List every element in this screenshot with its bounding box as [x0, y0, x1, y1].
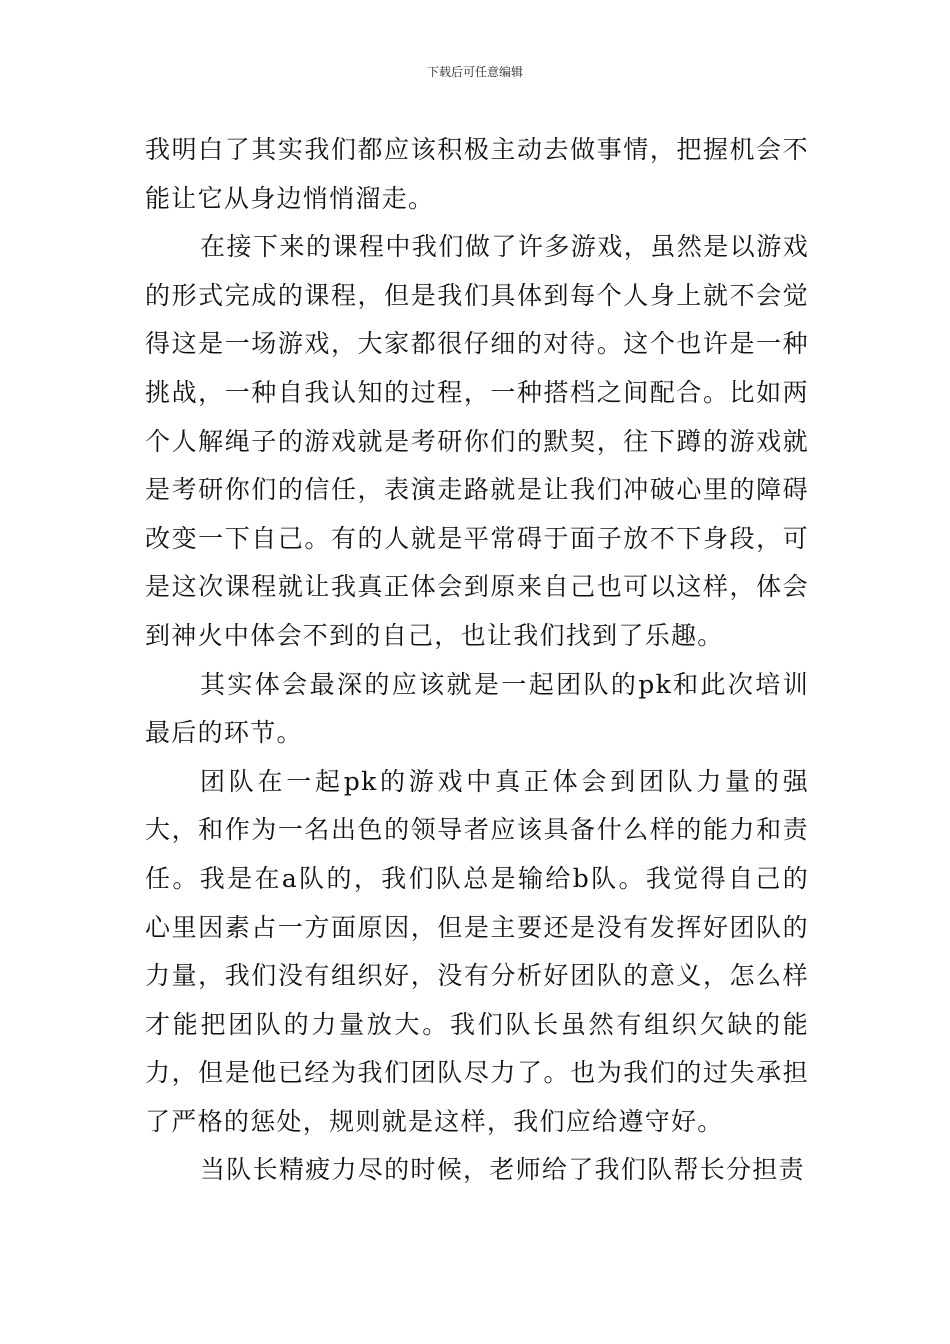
paragraph-2: 在接下来的课程中我们做了许多游戏，虽然是以游戏的形式完成的课程，但是我们具体到每个人身上就不会觉得这是一场游戏，大家都很仔细的对待。这个也许是一种挑战，一种自我认知的过程，一种搭档之间配合。比如两个人解绳子的游戏就是考研你们的默契，往下蹲的游戏就是考研你们的信任，表演走路就是让我们冲破心里的障碍改变一下自己。有的人就是平常碍于面子放不下身段，可是这次课程就让我真正体会到原来自己也可以这样，体会到神火中体会不到的自己，也让我们找到了乐趣。 [145, 232, 809, 650]
page-header-note: 下载后可任意编辑 [426, 65, 523, 79]
document-body [145, 126, 809, 1195]
paragraph-3: 其实体会最深的应该就是一起团队的pk和此次培训最后的环节。 [145, 669, 809, 748]
paragraph-5: 当队长精疲力尽的时候，老师给了我们队帮长分担责 [200, 1155, 805, 1185]
paragraph-4: 团队在一起pk的游戏中真正体会到团队力量的强大，和作为一名出色的领导者应该具备什么样的能力和责任。我是在a队的，我们队总是输给b队。我觉得自己的心里因素占一方面原因，但是主要还是没有发挥好团队的力量，我们没有组织好，没有分析好团队的意义，怎么样才能把团队的力量放大。我们队长虽然有组织欠缺的能力，但是他已经为我们团队尽力了。也为我们的过失承担了严格的惩处，规则就是这样，我们应给遵守好。 [145, 766, 809, 1136]
paragraph-1: 我明白了其实我们都应该积极主动去做事情，把握机会不能让它从身边悄悄溜走。 [145, 135, 809, 213]
